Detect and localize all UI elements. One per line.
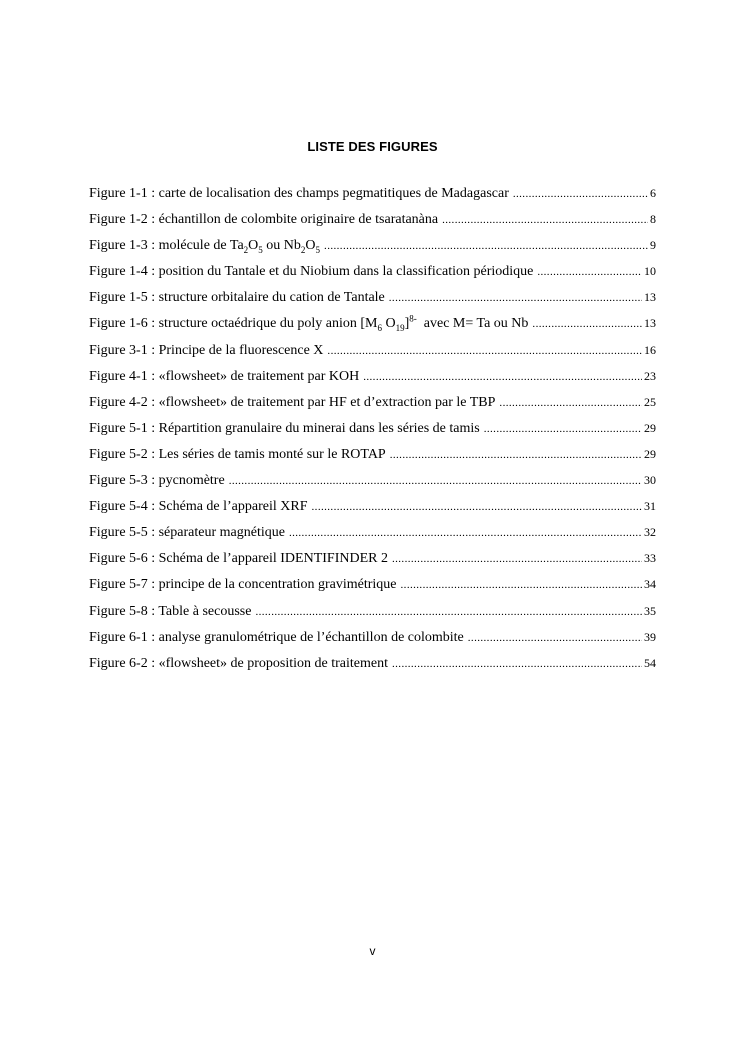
label-text: avec M= Ta ou Nb (416, 316, 529, 332)
list-of-figures (89, 186, 656, 682)
toc-entry[interactable] (89, 656, 656, 682)
toc-entry[interactable] (89, 604, 656, 630)
toc-entry[interactable] (89, 343, 656, 369)
label-text: Figure 1-6 : structure octaédrique du poly anion [M (89, 316, 378, 332)
dot-leader (324, 240, 648, 252)
toc-entry-page: 33 (644, 551, 656, 566)
toc-entry-label: Figure 1-2 : échantillon de colombite originaire de tsaratanàna (89, 212, 439, 228)
toc-entry[interactable] (89, 395, 656, 421)
toc-entry-label: Figure 4-2 : «flowsheet» de traitement par HF et d’extraction par le TBP (89, 394, 496, 410)
subscript: 2 (243, 244, 249, 255)
toc-entry-label: Figure 5-6 : Schéma de l’appareil IDENTIFINDER 2 (89, 551, 388, 567)
dot-leader (468, 632, 642, 644)
dot-leader (513, 188, 648, 200)
subscript: 5 (258, 244, 263, 255)
toc-entry-page: 30 (644, 473, 656, 488)
toc-entry-label (89, 238, 320, 254)
toc-entry[interactable] (89, 473, 656, 499)
subscript: 2 (300, 244, 306, 255)
toc-entry-page: 34 (644, 577, 656, 592)
subscript: 6 (377, 323, 382, 334)
label-text: O (305, 238, 316, 254)
dot-leader (484, 423, 642, 435)
toc-entry-label: Figure 5-3 : pycnomètre (89, 473, 225, 489)
dot-leader (229, 475, 642, 487)
dot-leader (327, 345, 642, 357)
dot-leader (289, 527, 642, 539)
toc-entry-label: Figure 1-5 : structure orbitalaire du cation de Tantale (89, 290, 385, 306)
dot-leader (392, 553, 642, 565)
toc-entry-page: 29 (644, 446, 656, 461)
toc-entry-page: 39 (644, 629, 656, 644)
toc-entry[interactable] (89, 525, 656, 551)
label-text: ] (404, 316, 410, 332)
toc-entry-page: 10 (644, 264, 656, 279)
toc-entry-label: Figure 1-1 : carte de localisation des champs pegmatitiques de Madagascar (89, 186, 509, 201)
toc-entry-page: 32 (644, 525, 656, 540)
subscript: 5 (315, 244, 321, 255)
toc-entry-page: 6 (650, 186, 656, 200)
dot-leader (392, 658, 642, 670)
dot-leader (442, 214, 648, 226)
dot-leader (390, 449, 642, 461)
toc-entry[interactable] (89, 447, 656, 473)
toc-entry-page: 29 (644, 420, 656, 435)
label-text: Figure 1-3 : molécule de Ta (89, 238, 244, 254)
toc-entry-page: 25 (644, 394, 656, 409)
toc-entry[interactable] (89, 577, 656, 603)
toc-entry[interactable] (89, 238, 656, 264)
toc-entry-label: Figure 5-5 : séparateur magnétique (89, 525, 285, 541)
toc-entry-page: 23 (644, 368, 656, 383)
dot-leader (312, 501, 642, 513)
superscript: 8- (409, 313, 417, 324)
toc-entry-label: Figure 5-7 : principe de la concentration gravimétrique (89, 577, 397, 593)
toc-entry-label: Figure 3-1 : Principe de la fluorescence X (89, 342, 324, 358)
toc-entry-label: Figure 6-2 : «flowsheet» de proposition de traitement (89, 655, 388, 671)
toc-entry-page: 54 (644, 655, 656, 670)
dot-leader (363, 371, 642, 383)
label-text: O (381, 316, 396, 332)
toc-entry-label: Figure 1-4 : position du Tantale et du Niobium dans la classification périodique (89, 264, 534, 280)
toc-entry[interactable] (89, 499, 656, 525)
toc-entry[interactable] (89, 421, 656, 447)
toc-entry[interactable] (89, 186, 656, 212)
dot-leader (401, 579, 642, 591)
label-text: O (248, 238, 259, 254)
toc-entry-page: 16 (644, 342, 656, 357)
toc-entry[interactable] (89, 630, 656, 656)
toc-entry-page: 31 (644, 499, 656, 514)
toc-entry-label: Figure 4-1 : «flowsheet» de traitement par KOH (89, 368, 360, 384)
label-text: ou Nb (262, 238, 301, 254)
page-title: LISTE DES FIGURES (307, 139, 438, 154)
toc-entry-label: Figure 5-1 : Répartition granulaire du minerai dans les séries de tamis (89, 420, 480, 436)
page-number: v (369, 944, 376, 958)
toc-entry-page: 9 (650, 238, 656, 253)
dot-leader (532, 318, 642, 330)
dot-leader (389, 292, 642, 304)
toc-entry-label: Figure 5-2 : Les séries de tamis monté sur le ROTAP (89, 446, 386, 462)
dot-leader (255, 606, 642, 618)
toc-entry-label: Figure 5-8 : Table à secousse (89, 603, 252, 619)
toc-entry[interactable] (89, 212, 656, 238)
dot-leader (537, 266, 642, 278)
toc-entry-page: 8 (650, 212, 656, 227)
toc-entry[interactable] (89, 313, 656, 342)
toc-entry-label: Figure 5-4 : Schéma de l’appareil XRF (89, 499, 308, 515)
dot-leader (499, 397, 642, 409)
subscript: 19 (395, 323, 405, 334)
toc-entry-page: 13 (644, 316, 656, 331)
toc-entry-page: 13 (644, 290, 656, 305)
toc-entry[interactable] (89, 290, 656, 316)
toc-entry[interactable] (89, 264, 656, 290)
toc-entry[interactable] (89, 551, 656, 577)
toc-entry-label: Figure 6-1 : analyse granulométrique de l’échantillon de colombite (89, 629, 464, 645)
toc-entry[interactable] (89, 369, 656, 395)
toc-entry-page: 35 (644, 603, 656, 618)
toc-entry-label (89, 313, 529, 334)
